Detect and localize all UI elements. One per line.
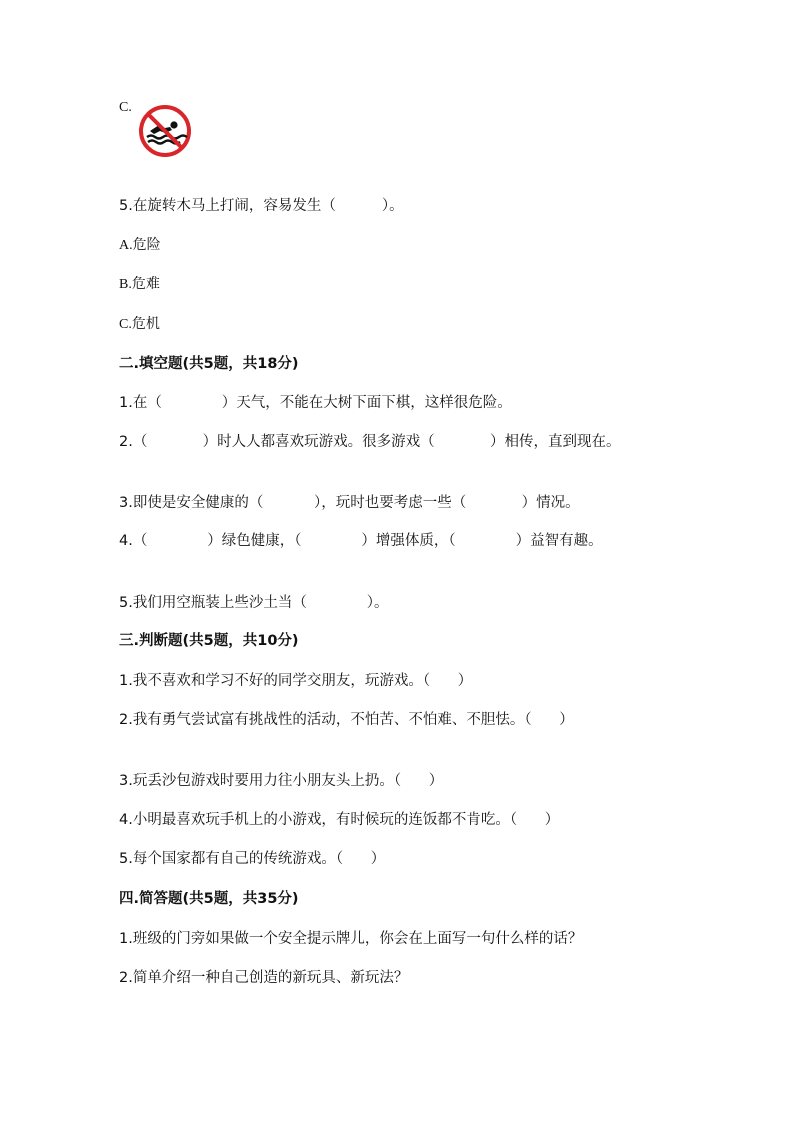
section-3-title: 三.判断题(共5题，共10分)	[119, 633, 299, 649]
question-5-option-a: A.危险	[119, 238, 161, 253]
no-swimming-sign-icon	[137, 103, 193, 159]
judge-5: 5.每个国家都有自己的传统游戏。（ ）	[119, 851, 386, 867]
judge-3: 3.玩丢沙包游戏时要用力往小朋友头上扔。（ ）	[119, 773, 444, 789]
judge-4: 4.小明最喜欢玩手机上的小游戏，有时候玩的连饭都不肯吃。（ ）	[119, 812, 560, 828]
judge-2: 2.我有勇气尝试富有挑战性的活动，不怕苦、不怕难、不胆怯。（ ）	[119, 712, 574, 728]
section-2-title: 二.填空题(共5题，共18分)	[119, 356, 299, 372]
fill-blank-4: 4.（ ）绿色健康，（ ）增强体质，（ ）益智有趣。	[119, 533, 603, 549]
question-5-option-b: B.危难	[119, 277, 160, 292]
fill-blank-5: 5.我们用空瓶装上些沙土当（ ）。	[119, 595, 389, 611]
fill-blank-2: 2.（ ）时人人都喜欢玩游戏。很多游戏（ ）相传，直到现在。	[119, 434, 621, 450]
fill-blank-3: 3.即使是安全健康的（ ），玩时也要考虑一些（ ）情况。	[119, 495, 580, 511]
judge-1: 1.我不喜欢和学习不好的同学交朋友，玩游戏。（ ）	[119, 673, 473, 689]
question-5-stem: 5.在旋转木马上打闹，容易发生（ ）。	[119, 198, 404, 214]
question-5-option-c: C.危机	[119, 317, 160, 332]
short-answer-1: 1.班级的门旁如果做一个安全提示牌儿，你会在上面写一句什么样的话？	[119, 931, 583, 947]
fill-blank-1: 1.在（ ）天气，不能在大树下面下棋，这样很危险。	[119, 395, 512, 411]
short-answer-2: 2.简单介绍一种自己创造的新玩具、新玩法？	[119, 970, 409, 986]
q4-option-c-label: C.	[119, 100, 132, 115]
section-4-title: 四.简答题(共5题，共35分)	[119, 891, 299, 907]
